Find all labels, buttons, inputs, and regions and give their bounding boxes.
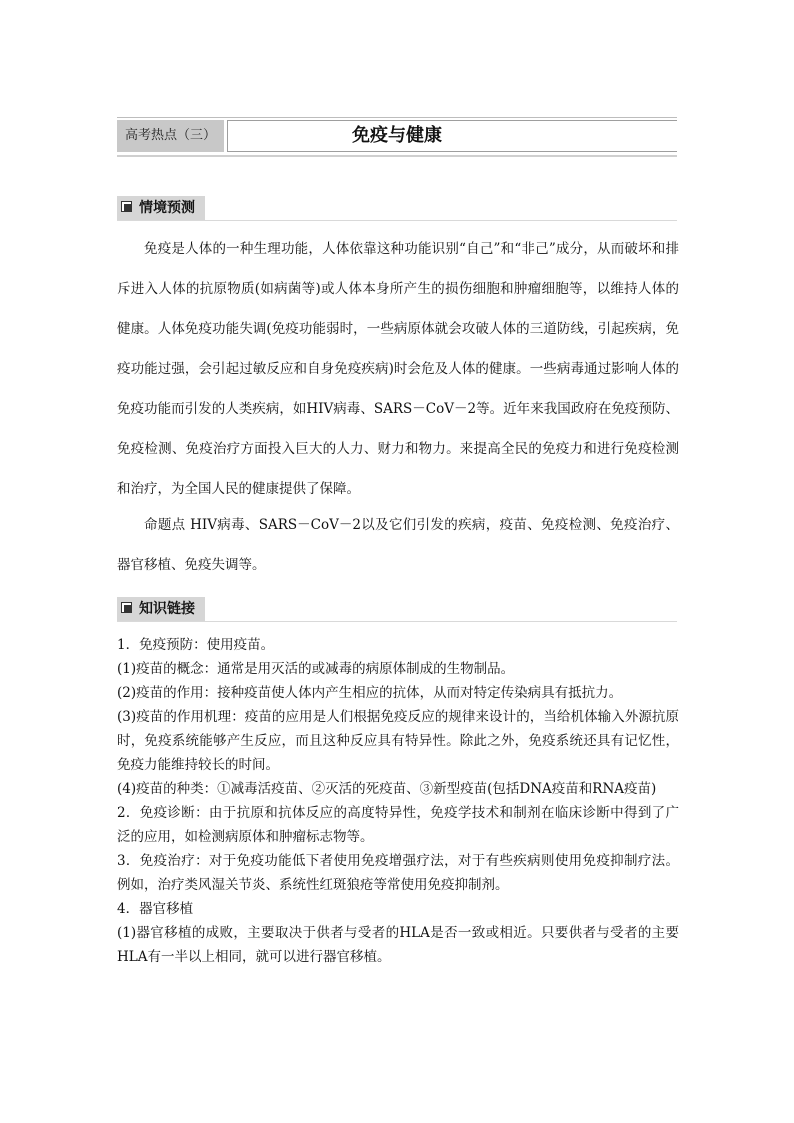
list-item: 4．器官移植 <box>117 901 194 917</box>
section-heading-box <box>117 597 205 621</box>
banner-divider <box>117 155 677 157</box>
top-rule <box>117 117 677 118</box>
section-heading-label: 知识链接 <box>139 601 195 617</box>
list-item: (1)器官移植的成败，主要取决于供者与受者的HLA是否一致或相近。只要供者与受者的主要HLA有一半以上相同，就可以进行器官移植。 <box>117 925 679 965</box>
section-heading-scenario <box>117 196 205 220</box>
proposition-paragraph: 命题点 HIV病毒、SARS－CoV－2以及它们引发的疾病，疫苗、免疫检测、免疫治疗、器官移植、免疫失调等。 <box>117 517 679 573</box>
chapter-tag: 高考热点（三） <box>117 120 226 152</box>
section-underline <box>117 220 677 221</box>
list-item: (2)疫苗的作用：接种疫苗使人体内产生相应的抗体，从而对特定传染病具有抵抗力。 <box>117 685 623 701</box>
list-item: 1．免疫预防：使用疫苗。 <box>117 637 275 653</box>
list-item: (3)疫苗的作用机理：疫苗的应用是人们根据免疫反应的规律来设计的，当给机体输入外源抗原时，免疫系统能够产生反应，而且这种反应具有特异性。除此之外，免疫系统还具有记忆性，免疫力能维持较长的时间。 <box>117 709 679 773</box>
scenario-paragraph: 免疫是人体的一种生理功能，人体依靠这种功能识别“自己”和“非己”成分，从而破坏和排斥进入人体的抗原物质(如病菌等)或人体本身所产生的损伤细胞和肿瘤细胞等，以维持人体的健康。人体免疫功能失调(免疫功能弱时，一些病原体就会攻破人体的三道防线，引起疾病，免疫功能过强，会引起过敏反应和自身免疫疾病)时会危及人体的健康。一些病毒通过影响人体的免疫功能而引发的人类疾病，如HIV病毒、SARS－CoV－2等。近年来我国政府在免疫预防、免疫检测、免疫治疗方面投入巨大的人力、财力和物力。来提高全民的免疫力和进行免疫检测和治疗，为全国人民的健康提供了保障。 <box>117 241 679 497</box>
section-heading-box <box>117 196 205 220</box>
list-item: (1)疫苗的概念：通常是用灭活的或减毒的病原体制成的生物制品。 <box>117 661 515 677</box>
knowledge-list <box>117 633 679 969</box>
chapter-title: 免疫与健康 <box>352 125 442 146</box>
chapter-banner <box>117 120 677 156</box>
list-item: 3．免疫治疗：对于免疫功能低下者使用免疫增强疗法，对于有些疾病则使用免疫抑制疗法。例如，治疗类风湿关节炎、系统性红斑狼疮等常使用免疫抑制剂。 <box>117 853 679 893</box>
square-bullet-icon <box>121 201 133 213</box>
section-heading-label: 情境预测 <box>139 200 195 216</box>
section-heading-knowledge <box>117 597 205 621</box>
square-bullet-icon <box>121 602 133 614</box>
section-underline <box>117 621 677 622</box>
list-item: (4)疫苗的种类：①减毒活疫苗、②灭活的死疫苗、③新型疫苗(包括DNA疫苗和RNA疫苗) <box>117 781 657 797</box>
list-item: 2．免疫诊断：由于抗原和抗体反应的高度特异性，免疫学技术和制剂在临床诊断中得到了广泛的应用，如检测病原体和肿瘤标志物等。 <box>117 805 679 845</box>
